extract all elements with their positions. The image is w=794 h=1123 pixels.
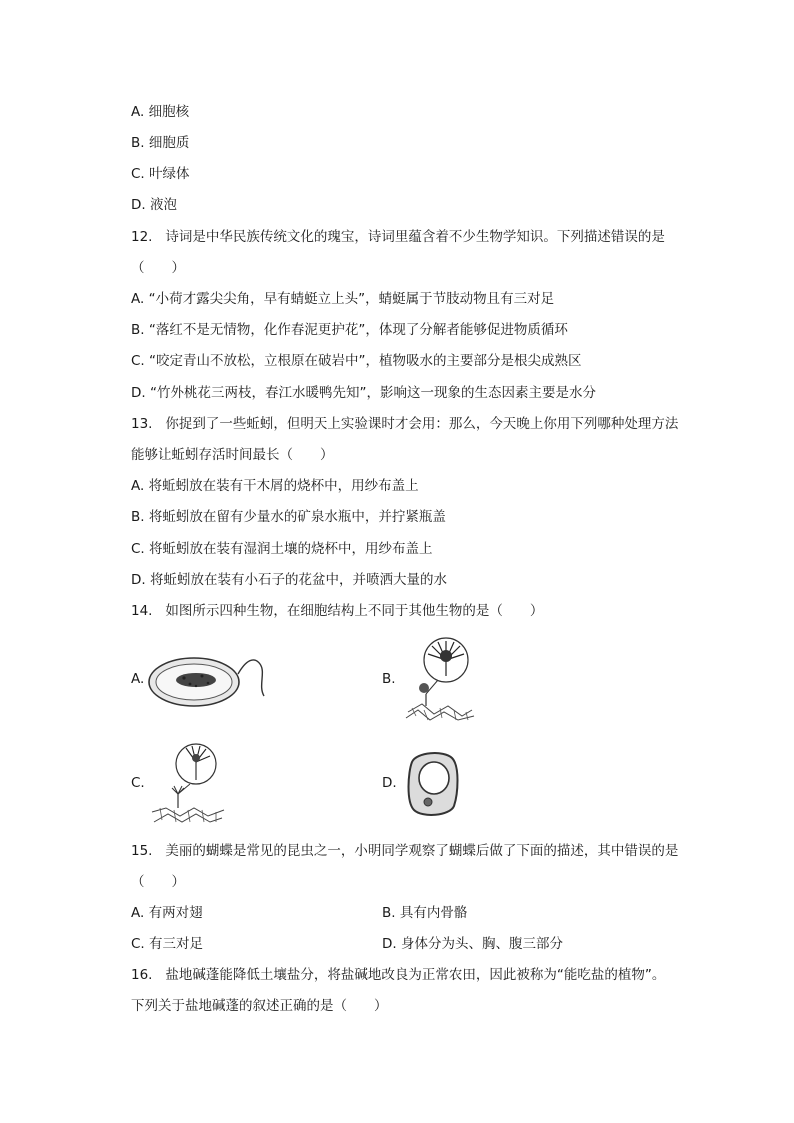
q15-option-a — [131, 904, 203, 922]
question-number: 15. — [131, 843, 153, 859]
option-text: 将蚯蚓放在装有小石子的花盆中，并喷洒大量的水 — [149, 572, 447, 588]
option-label: D. — [131, 572, 146, 588]
option-text: 叶绿体 — [149, 166, 190, 182]
q11-option-c — [131, 165, 190, 183]
option-label: B. — [131, 135, 145, 151]
question-number: 16. — [131, 967, 153, 983]
q16-stem — [131, 966, 665, 984]
option-text: “落红不是无情物，化作春泥更护花”，体现了分解者能够促进物质循环 — [148, 322, 568, 338]
q11-option-a — [131, 103, 189, 121]
q12-option-d — [131, 384, 596, 402]
q12-option-a — [131, 290, 554, 308]
question-stem: 如图所示四种生物，在细胞结构上不同于其他生物的是（ ） — [165, 603, 544, 619]
question-stem: 美丽的蝴蝶是常见的昆虫之一，小明同学观察了蝴蝶后做了下面的描述，其中错误的是 — [165, 843, 679, 859]
q14-option-a-label: A. — [131, 671, 145, 687]
option-text: 有三对足 — [149, 936, 204, 952]
option-label: A. — [131, 104, 145, 120]
option-text: 有两对翅 — [148, 905, 203, 921]
q12-option-b — [131, 321, 568, 339]
yeast-cell-icon — [404, 748, 462, 820]
q11-option-d — [131, 196, 177, 214]
option-label: B. — [131, 322, 145, 338]
q12-stem — [131, 228, 665, 246]
option-text: “竹外桃花三两枝，春江水暖鸭先知”，影响这一现象的生态因素主要是水分 — [149, 385, 596, 401]
q15-option-d — [382, 935, 563, 953]
question-number: 13. — [131, 416, 153, 432]
option-text: “咬定青山不放松，立根原在破岩中”，植物吸水的主要部分是根尖成熟区 — [149, 353, 582, 369]
option-label: B. — [382, 905, 396, 921]
q14-option-d-label: D. — [382, 775, 397, 791]
q16-stem-cont: 下列关于盐地碱蓬的叙述正确的是（ ） — [131, 998, 388, 1014]
q13-option-b — [131, 508, 446, 526]
option-text: 将蚯蚓放在留有少量水的矿泉水瓶中，并拧紧瓶盖 — [148, 509, 446, 525]
aspergillus-icon — [150, 742, 226, 826]
q14-option-b-label: B. — [382, 671, 396, 687]
q13-stem-cont: 能够让蚯蚓存活时间最长（ ） — [131, 447, 334, 463]
q15-option-c — [131, 935, 203, 953]
option-label: A. — [131, 291, 145, 307]
bacterium-icon — [146, 650, 272, 712]
q12-option-c — [131, 352, 582, 370]
option-text: 身体分为头、胸、腹三部分 — [400, 936, 563, 952]
q13-option-d — [131, 571, 447, 589]
q14-stem — [131, 602, 543, 620]
option-label: B. — [131, 509, 145, 525]
option-text: 细胞质 — [148, 135, 190, 151]
option-label: C. — [131, 936, 145, 952]
option-text: 细胞核 — [148, 104, 190, 120]
q15-option-b — [382, 904, 467, 922]
question-number: 12. — [131, 229, 153, 245]
option-text: “小荷才露尖尖角，早有蜻蜓立上头”，蜻蜓属于节肢动物且有三对足 — [148, 291, 555, 307]
option-text: 将蚯蚓放在装有干木屑的烧杯中，用纱布盖上 — [148, 478, 419, 494]
option-text: 液泡 — [149, 197, 177, 213]
q15-stem — [131, 842, 678, 860]
option-label: D. — [382, 936, 397, 952]
option-label: C. — [131, 541, 145, 557]
option-text: 将蚯蚓放在装有湿润土壤的烧杯中，用纱布盖上 — [149, 541, 433, 557]
question-stem: 你捉到了一些蚯蚓，但明天上实验课时才会用：那么，今天晚上你用下列哪种处理方法 — [165, 416, 679, 432]
question-stem: 盐地碱蓬能降低土壤盐分，将盐碱地改良为正常农田，因此被称为“能吃盐的植物”。 — [165, 967, 666, 983]
option-label: A. — [131, 478, 145, 494]
q12-stem-cont: （ ） — [131, 260, 185, 276]
option-text: 具有内骨骼 — [399, 905, 468, 921]
option-label: C. — [131, 166, 145, 182]
q13-option-a — [131, 477, 419, 495]
q11-option-b — [131, 134, 189, 152]
option-label: A. — [131, 905, 145, 921]
question-number: 14. — [131, 603, 153, 619]
penicillium-icon — [404, 636, 476, 722]
q14-option-c-label: C. — [131, 775, 145, 791]
q13-option-c — [131, 540, 433, 558]
option-label: D. — [131, 385, 146, 401]
q15-stem-cont: （ ） — [131, 874, 185, 890]
option-label: C. — [131, 353, 145, 369]
option-label: D. — [131, 197, 146, 213]
q13-stem — [131, 415, 678, 433]
question-stem: 诗词是中华民族传统文化的瑰宝，诗词里蕴含着不少生物学知识。下列描述错误的是 — [165, 229, 665, 245]
